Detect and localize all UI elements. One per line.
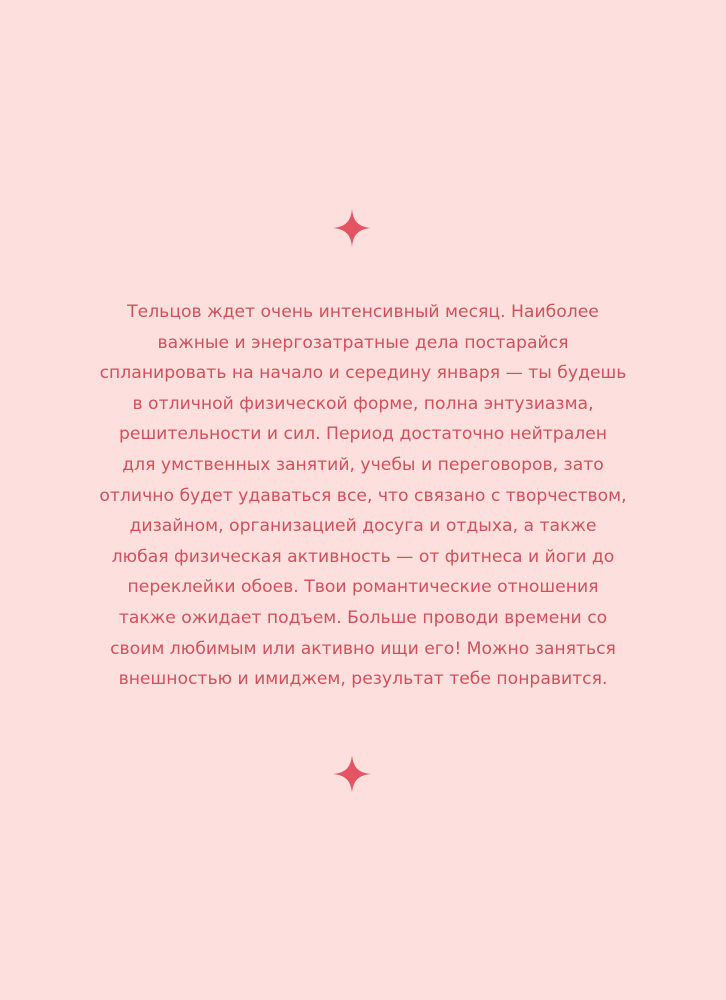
text-line: Тельцов ждет очень интенсивный месяц. Наиболее [127,302,599,322]
text-line: дизайном, организацией досуга и отдыха, а также [129,516,597,537]
text-line: также ожидает подъем. Больше проводи времени со [118,607,608,628]
four-point-star-icon [333,209,371,247]
text-line: отлично будет удаваться все, что связано с творчеством, [99,485,627,506]
text-line: важные и энергозатратные дела постарайся [157,332,569,353]
text-line: внешностью и имиджем, результат тебе понравится. [118,669,608,690]
text-line: решительности и сил. Период достаточно нейтрален [118,424,608,445]
four-point-star-icon [333,755,371,793]
text-line: в отличной физической форме, полна энтузиазма, [132,393,594,414]
horoscope-text [60,297,666,695]
text-line: спланировать на начало и середину января — ты будешь [99,363,627,384]
text-line: для умственных занятий, учебы и переговоров, зато [122,454,604,475]
star-ornament-bottom-icon [333,755,371,793]
star-ornament-top-icon [333,209,371,247]
text-line: любая физическая активность — от фитнеса и йоги до [111,546,615,567]
text-line: своим любимым или активно ищи его! Можно заняться [110,638,616,659]
text-line: переклейки обоев. Твои романтические отношения [127,577,599,598]
